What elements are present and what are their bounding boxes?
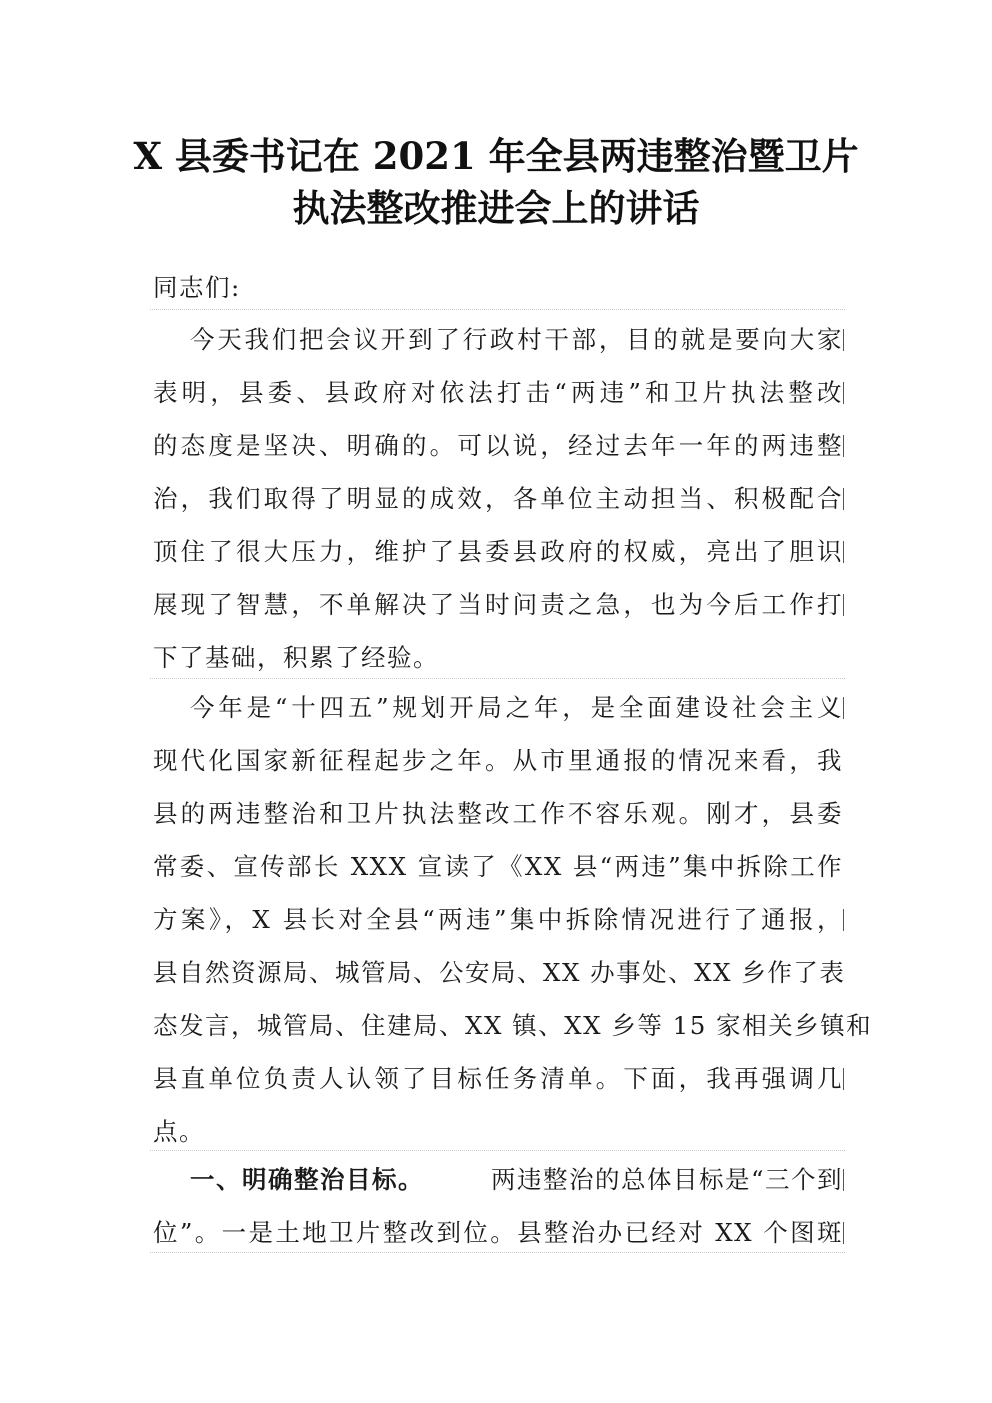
margin-mark xyxy=(843,1222,844,1244)
divider xyxy=(150,1150,845,1151)
document-title-line-1: X 县委书记在 2021 年全县两违整治暨卫片 xyxy=(133,134,859,178)
paragraph-2-line-7: 态发言，城管局、住建局、XX 镇、XX 乡等 15 家相关乡镇和 xyxy=(153,1011,873,1040)
paragraph-1-line-3: 的态度是坚决、明确的。可以说，经过去年一年的两违整 xyxy=(153,431,843,460)
margin-mark xyxy=(843,1169,844,1191)
paragraph-2-line-6: 县自然资源局、城管局、公安局、XX 办事处、XX 乡作了表 xyxy=(153,958,846,987)
divider xyxy=(150,1252,845,1253)
paragraph-1-line-7: 下了基础，积累了经验。 xyxy=(153,643,439,672)
document-title-line-2: 执法整改推进会上的讲话 xyxy=(292,186,700,230)
paragraph-2-line-5: 方案》，X 县长对全县“两违”集中拆除情况进行了通报， xyxy=(153,905,843,934)
paragraph-2-line-9: 点。 xyxy=(153,1117,205,1146)
margin-mark xyxy=(843,329,844,351)
margin-mark xyxy=(843,488,844,510)
divider xyxy=(150,309,845,310)
section-1-line-1 xyxy=(190,1160,843,1200)
paragraph-1-line-6: 展现了智慧，不单解决了当时问责之急，也为今后工作打 xyxy=(153,590,843,619)
margin-mark xyxy=(843,697,844,719)
paragraph-1-line-2: 表明，县委、县政府对依法打击“两违”和卫片执法整改 xyxy=(153,378,843,407)
paragraph-2-line-8: 县直单位负责人认领了目标任务清单。下面，我再强调几 xyxy=(153,1064,843,1093)
section-1-heading: 一、明确整治目标。 xyxy=(190,1165,424,1194)
margin-mark xyxy=(843,594,844,616)
paragraph-2-line-2: 现代化国家新征程起步之年。从市里通报的情况来看，我 xyxy=(153,746,843,775)
margin-mark xyxy=(843,1068,844,1090)
margin-mark xyxy=(843,541,844,563)
margin-mark xyxy=(843,909,844,931)
paragraph-2-line-3: 县的两违整治和卫片执法整改工作不容乐观。刚才，县委 xyxy=(153,799,843,828)
section-1-line-1-text: 两违整治的总体目标是“三个到 xyxy=(490,1165,843,1194)
greeting: 同志们: xyxy=(153,273,241,302)
divider xyxy=(150,678,845,679)
section-1-line-2: 位”。一是土地卫片整改到位。县整治办已经对 XX 个图斑 xyxy=(153,1218,843,1247)
paragraph-2-line-1: 今年是“十四五”规划开局之年，是全面建设社会主义 xyxy=(190,693,843,722)
paragraph-1-line-5: 顶住了很大压力，维护了县委县政府的权威，亮出了胆识 xyxy=(153,537,843,566)
margin-mark xyxy=(843,435,844,457)
margin-mark xyxy=(843,382,844,404)
paragraph-1-line-1: 今天我们把会议开到了行政村干部，目的就是要向大家 xyxy=(190,325,843,354)
paragraph-2-line-4: 常委、宣传部长 XXX 宣读了《XX 县“两违”集中拆除工作 xyxy=(153,852,843,881)
paragraph-1-line-4: 治，我们取得了明显的成效，各单位主动担当、积极配合 xyxy=(153,484,843,513)
